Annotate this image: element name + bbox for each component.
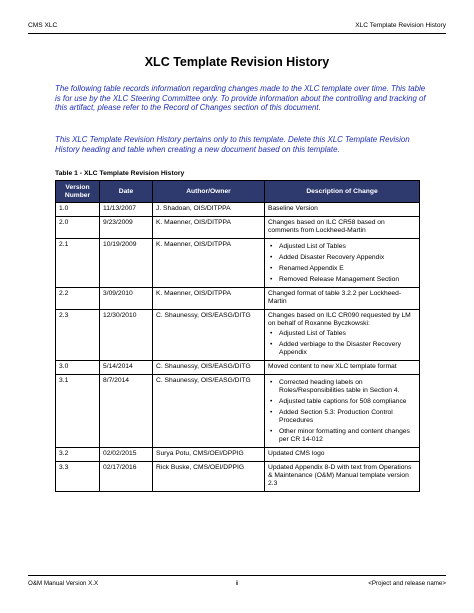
description-text: Baseline Version bbox=[268, 205, 318, 212]
cell-author: C. Shaunessy, OIS/EASG/DITG bbox=[153, 310, 265, 361]
table-row bbox=[56, 203, 420, 217]
cell-description bbox=[265, 462, 420, 492]
cell-date: 8/7/2014 bbox=[100, 375, 153, 448]
page-footer bbox=[28, 575, 446, 588]
change-item: • Other minor formatting and content changes per CR 14-012 bbox=[268, 428, 416, 444]
cell-date: 9/23/2009 bbox=[100, 217, 153, 239]
change-item: • Added verbiage to the Disaster Recovery Appendix bbox=[268, 341, 416, 357]
table-row bbox=[56, 310, 420, 361]
table-row bbox=[56, 288, 420, 310]
cell-author: C. Shaunessy, OIS/EASG/DITG bbox=[153, 375, 265, 448]
revision-history-table bbox=[55, 180, 420, 492]
cell-version: 1.0 bbox=[56, 203, 100, 217]
page-header bbox=[28, 22, 446, 34]
cell-description bbox=[265, 217, 420, 239]
change-item: • Adjusted table captions for 508 compliance bbox=[268, 398, 416, 406]
footer-left: O&M Manual Version X.X bbox=[28, 580, 99, 587]
cell-version: 3.2 bbox=[56, 448, 100, 462]
change-list bbox=[268, 330, 416, 357]
table-header-row bbox=[56, 181, 420, 203]
cell-version: 3.3 bbox=[56, 462, 100, 492]
cell-description bbox=[265, 375, 420, 448]
footer-right: <Project and release name> bbox=[368, 580, 446, 587]
col-version-header: Version Number bbox=[56, 181, 100, 203]
header-right: XLC Template Revision History bbox=[355, 22, 446, 29]
header-left: CMS XLC bbox=[28, 22, 58, 29]
table-row bbox=[56, 217, 420, 239]
cell-author: Rick Buske, CMS/OEI/DPPIG bbox=[153, 462, 265, 492]
cell-version: 2.3 bbox=[56, 310, 100, 361]
table-row bbox=[56, 239, 420, 288]
change-list bbox=[268, 379, 416, 444]
description-text: Updated CMS logo bbox=[268, 450, 325, 457]
cell-author: K. Maenner, OIS/DITPPA bbox=[153, 288, 265, 310]
cell-version: 2.1 bbox=[56, 239, 100, 288]
description-text: Changed format of table 3.2.2 per Lockheed-Martin bbox=[268, 290, 402, 305]
col-description-header: Description of Change bbox=[265, 181, 420, 203]
cell-description bbox=[265, 239, 420, 288]
change-item: • Adjusted List of Tables bbox=[268, 330, 416, 338]
cell-date: 11/13/2007 bbox=[100, 203, 153, 217]
col-date-header: Date bbox=[100, 181, 153, 203]
cell-date: 10/19/2009 bbox=[100, 239, 153, 288]
cell-date: 3/09/2010 bbox=[100, 288, 153, 310]
cell-version: 3.1 bbox=[56, 375, 100, 448]
cell-description bbox=[265, 310, 420, 361]
cell-author: K. Maenner, OIS/DITPPA bbox=[153, 217, 265, 239]
intro-paragraph: The following table records information regarding changes made to the XLC template over time. This table is for use by the XLC Steering Committee only. To provide information about the controlling and tracking of this artifact, please refer to the Record of Changes section of this document. bbox=[55, 84, 426, 113]
change-item: • Added Section 5.3: Production Control Procedures bbox=[268, 409, 416, 425]
description-text: Changes based on ILC CR58 based on comments from Lockheed-Martin bbox=[268, 219, 385, 234]
cell-date: 5/14/2014 bbox=[100, 361, 153, 375]
cell-description bbox=[265, 203, 420, 217]
description-text: Moved content to new XLC template format bbox=[268, 363, 397, 370]
cell-date: 02/02/2015 bbox=[100, 448, 153, 462]
table-row bbox=[56, 448, 420, 462]
cell-author: Surya Potu, CMS/OEI/DPPIG bbox=[153, 448, 265, 462]
description-text: Updated Appendix 8-D with text from Operations & Maintenance (O&M) Manual template version 2.3 bbox=[268, 464, 412, 487]
cell-version: 2.0 bbox=[56, 217, 100, 239]
change-item: • Corrected heading labels on Roles/Responsibilities table in Section 4. bbox=[268, 379, 416, 395]
table-caption: Table 1 - XLC Template Revision History bbox=[55, 170, 185, 177]
change-item: • Adjusted List of Tables bbox=[268, 243, 416, 251]
table-row bbox=[56, 462, 420, 492]
page-title: XLC Template Revision History bbox=[144, 55, 330, 69]
change-item: • Removed Release Management Section bbox=[268, 276, 416, 284]
cell-description bbox=[265, 448, 420, 462]
intro-note: This XLC Template Revision History pertains only to this template. Delete this XLC Template Revision History heading and table when creating a new document based on this template. bbox=[55, 135, 410, 154]
cell-date: 12/30/2010 bbox=[100, 310, 153, 361]
cell-author: J. Shadoan, OIS/DITPPA bbox=[153, 203, 265, 217]
cell-version: 3.0 bbox=[56, 361, 100, 375]
cell-date: 02/17/2016 bbox=[100, 462, 153, 492]
cell-description bbox=[265, 288, 420, 310]
change-item: • Added Disaster Recovery Appendix bbox=[268, 254, 416, 262]
change-list bbox=[268, 243, 416, 284]
description-text: Changes based on ILC CR090 requested by LM on behalf of Roxanne Byczkowski: bbox=[268, 312, 411, 327]
cell-author: C. Shaunessy, OIS/EASG/DITG bbox=[153, 361, 265, 375]
footer-page-number: ii bbox=[235, 580, 239, 587]
table-body bbox=[56, 203, 420, 492]
cell-author: K. Maenner, OIS/DITPPA bbox=[153, 239, 265, 288]
table-row bbox=[56, 361, 420, 375]
cell-description bbox=[265, 361, 420, 375]
col-author-header: Author/Owner bbox=[153, 181, 265, 203]
table-row bbox=[56, 375, 420, 448]
cell-version: 2.2 bbox=[56, 288, 100, 310]
change-item: • Renamed Appendix E bbox=[268, 265, 416, 273]
